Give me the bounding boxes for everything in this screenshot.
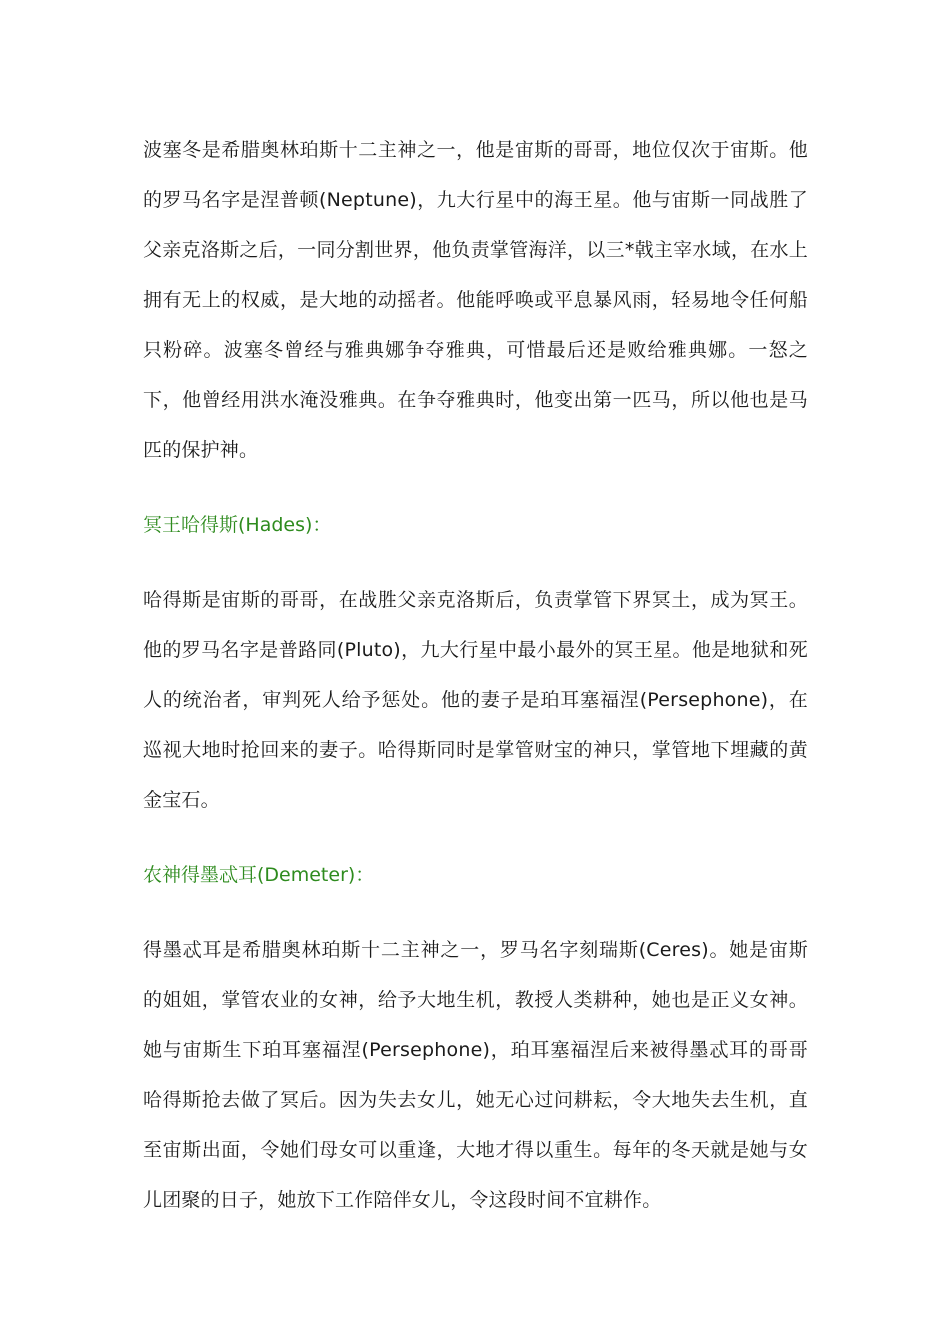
- poseidon-paragraph: 波塞冬是希腊奥林珀斯十二主神之一，他是宙斯的哥哥，地位仅次于宙斯。他的罗马名字是涅普顿(Neptune)，九大行星中的海王星。他与宙斯一同战胜了父亲克洛斯之后，一同分割世界，他负责掌管海洋，以三*戟主宰水域，在水上拥有无上的权威，是大地的动摇者。他能呼唤或平息暴风雨，轻易地令任何船只粉碎。波塞冬曾经与雅典娜争夺雅典，可惜最后还是败给雅典娜。一怒之下，他曾经用洪水淹没雅典。在争夺雅典时，他变出第一匹马，所以他也是马匹的保护神。: [143, 139, 808, 461]
- document-page: [143, 125, 808, 1225]
- demeter-paragraph: 得墨忒耳是希腊奥林珀斯十二主神之一，罗马名字刻瑞斯(Ceres)。她是宙斯的姐姐，掌管农业的女神，给予大地生机，教授人类耕种，她也是正义女神。她与宙斯生下珀耳塞福涅(Persephone)，珀耳塞福涅后来被得墨忒耳的哥哥哈得斯抢去做了冥后。因为失去女儿，她无心过问耕耘，令大地失去生机，直至宙斯出面，令她们母女可以重逢，大地才得以重生。每年的冬天就是她与女儿团聚的日子，她放下工作陪伴女儿，令这段时间不宜耕作。: [143, 939, 808, 1211]
- hades-heading: 冥王哈得斯(Hades)：: [143, 514, 332, 536]
- hades-paragraph: 哈得斯是宙斯的哥哥，在战胜父亲克洛斯后，负责掌管下界冥土，成为冥王。他的罗马名字是普路同(Pluto)，九大行星中最小最外的冥王星。他是地狱和死人的统治者，审判死人给予惩处。他的妻子是珀耳塞福涅(Persephone)，在巡视大地时抢回来的妻子。哈得斯同时是掌管财宝的神只，掌管地下埋藏的黄金宝石。: [143, 589, 808, 811]
- demeter-heading: 农神得墨忒耳(Demeter)：: [143, 864, 375, 886]
